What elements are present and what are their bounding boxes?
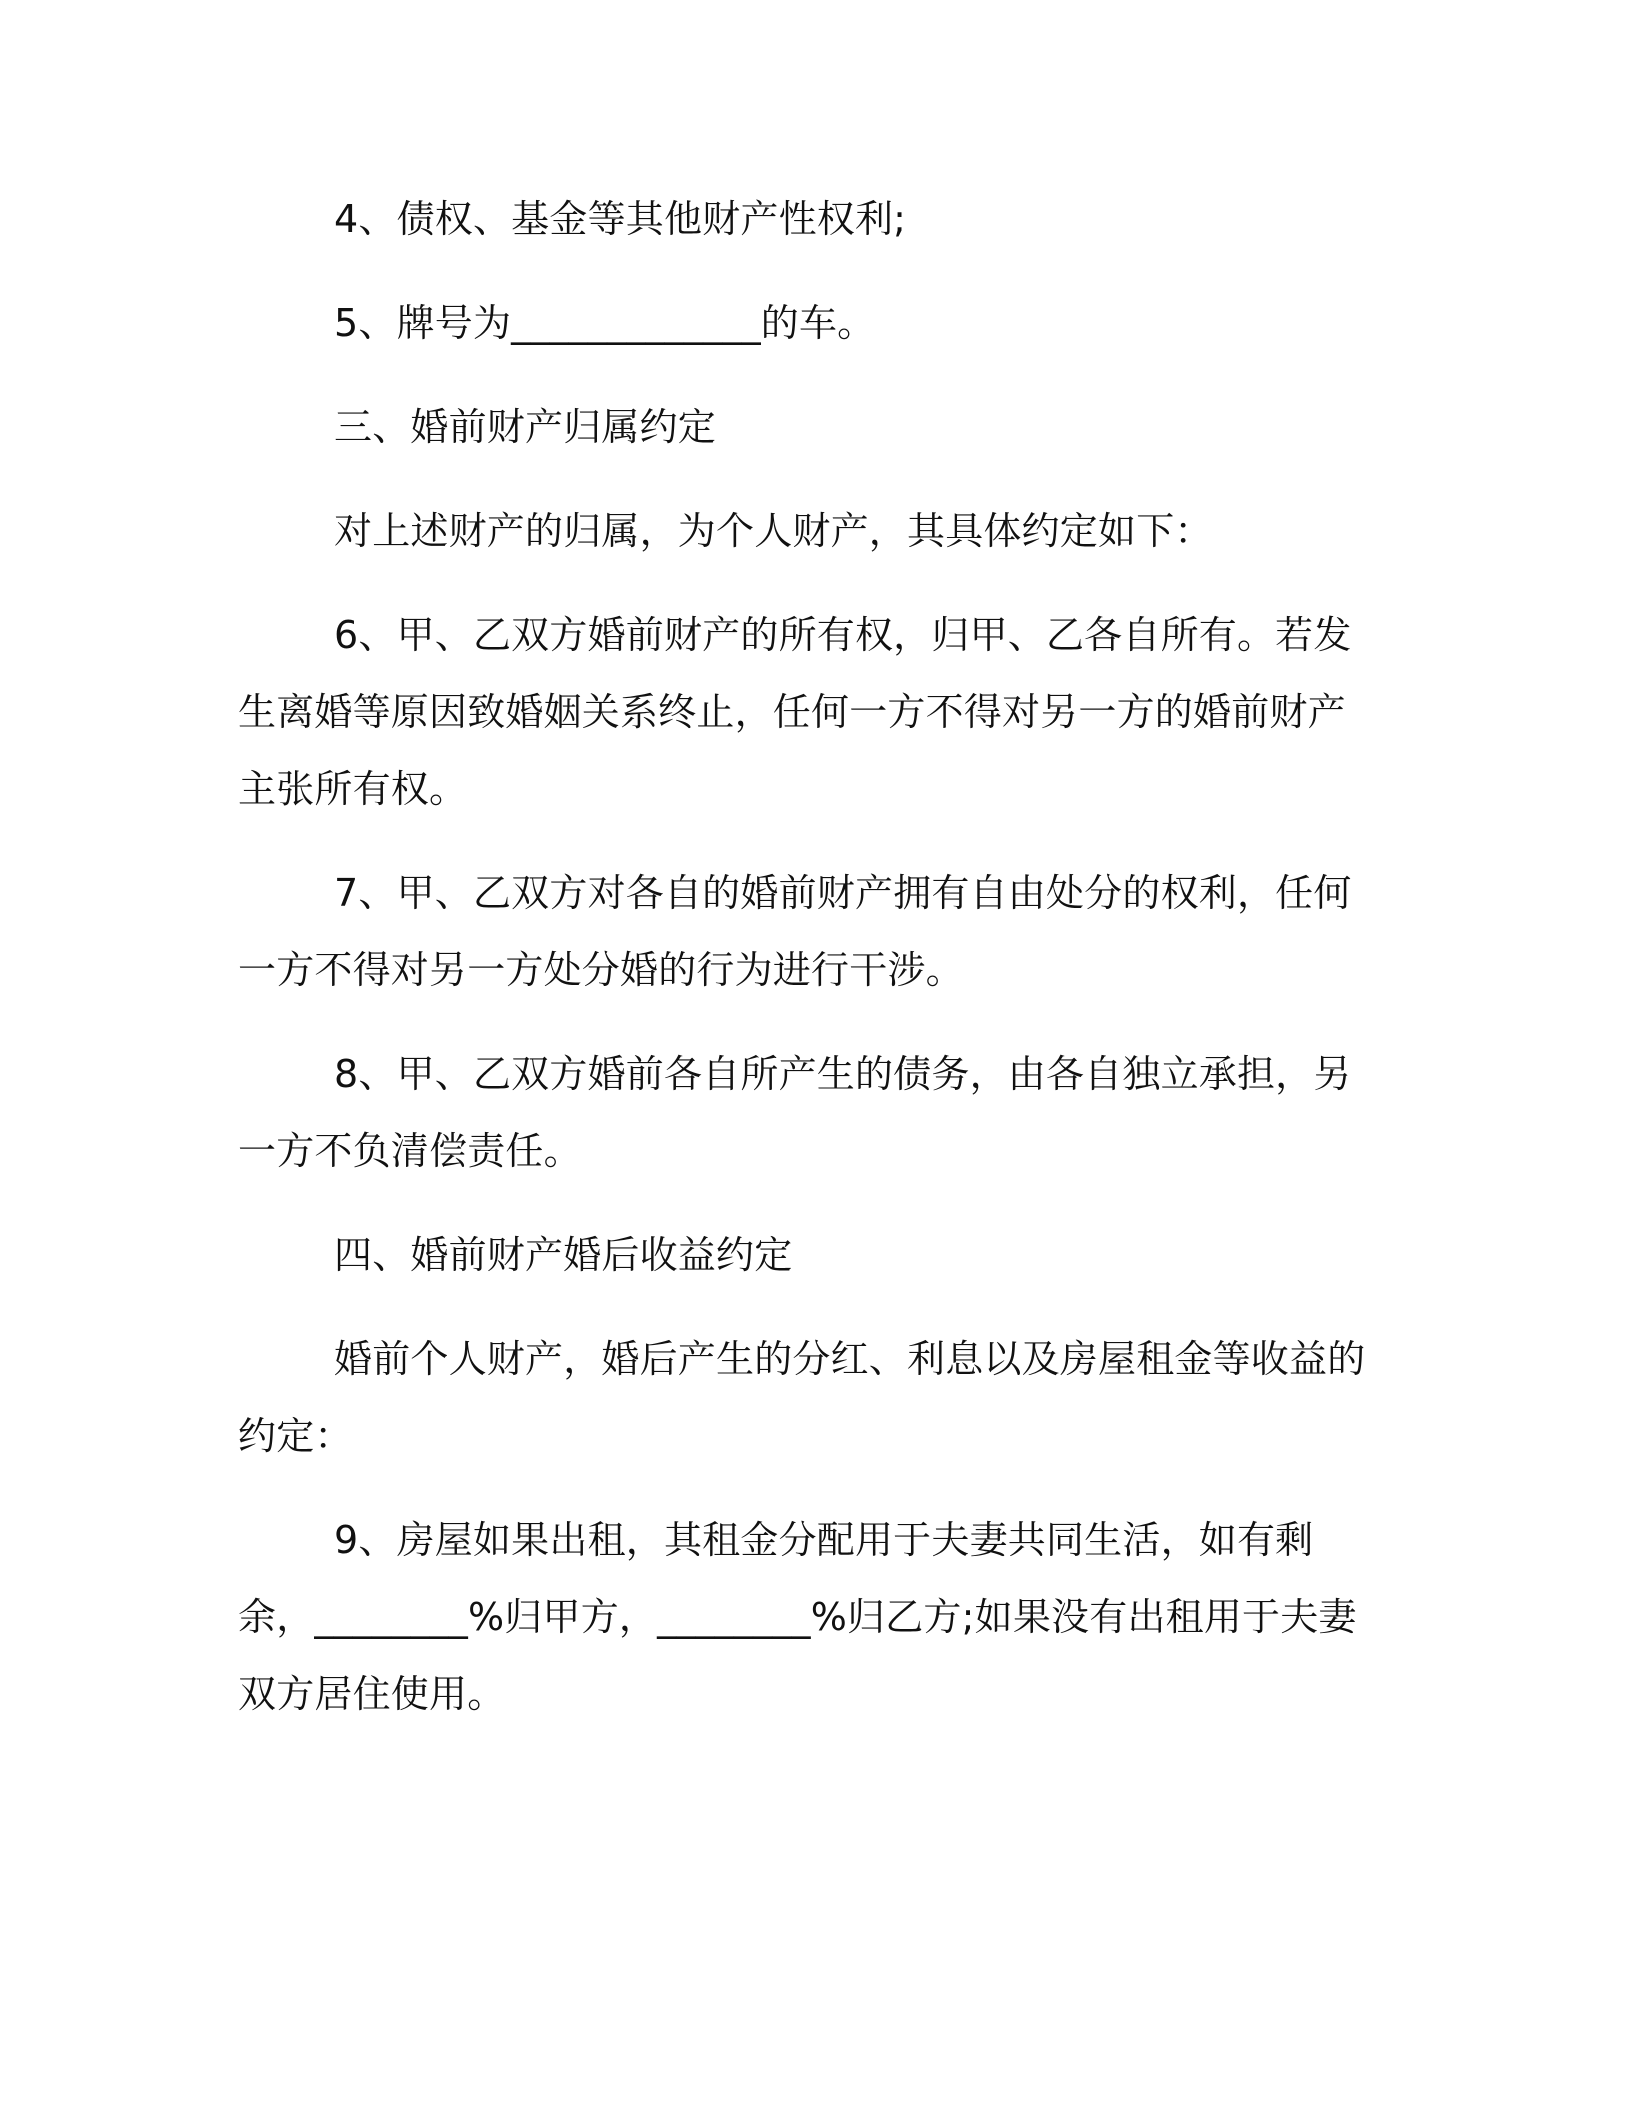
paragraph-item-9-rent: 9、房屋如果出租，其租金分配用于夫妻共同生活，如有剩余，________%归甲方，________%归乙方;如果没有出租用于夫妻双方居住使用。 [238, 1518, 1357, 1716]
paragraph-ownership-intro: 对上述财产的归属，为个人财产，其具体约定如下： [334, 509, 1213, 553]
paragraph-income-intro: 婚前个人财产，婚后产生的分红、利息以及房屋租金等收益的约定： [238, 1337, 1366, 1458]
paragraph-item-7-disposal: 7、甲、乙双方对各自的婚前财产拥有自由处分的权利，任何一方不得对另一方处分婚的行为进行干涉。 [238, 871, 1352, 992]
paragraph-item-8-debts: 8、甲、乙双方婚前各自所产生的债务，由各自独立承担，另一方不负清偿责任。 [238, 1052, 1352, 1173]
paragraph-item-6-ownership: 6、甲、乙双方婚前财产的所有权，归甲、乙各自所有。若发生离婚等原因致婚姻关系终止，任何一方不得对另一方的婚前财产主张所有权。 [238, 613, 1352, 811]
document-body [238, 181, 1378, 1733]
paragraph-item-5-vehicle: 5、牌号为_____________的车。 [334, 301, 876, 345]
paragraph-item-4-claims-funds: 4、债权、基金等其他财产性权利; [334, 197, 907, 241]
section-heading-3: 三、婚前财产归属约定 [334, 405, 717, 449]
section-heading-4: 四、婚前财产婚后收益约定 [334, 1233, 793, 1277]
